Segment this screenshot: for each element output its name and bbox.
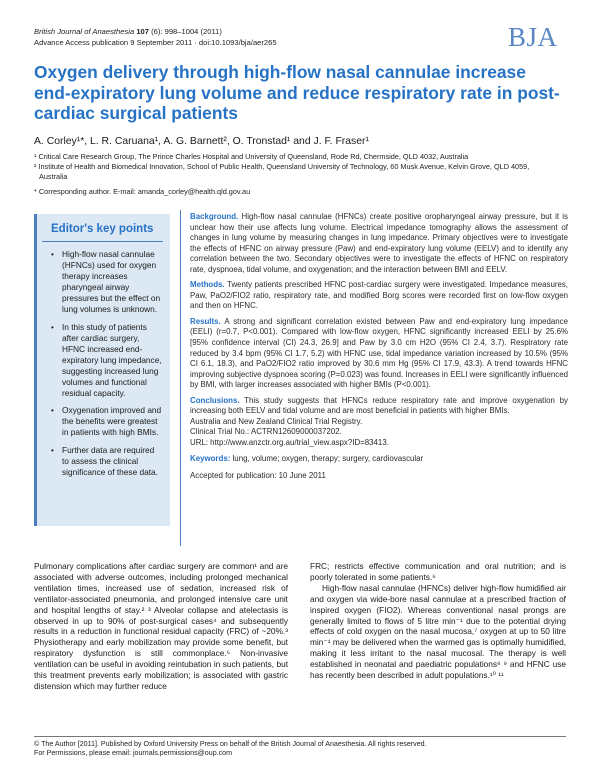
journal-issue-pages: (6): 998–1004 (2011) [151,27,222,36]
abstract-methods-label: Methods. [190,280,225,290]
bullet-icon: • [51,406,54,416]
trial-number: Clinical Trial No.: ACTRN12609000037202. [190,427,342,437]
journal-citation [34,27,434,37]
affiliation-1: ¹ Critical Care Research Group, The Prince Charles Hospital and University of Queensland, Rode Rd, Chermside, QLD 4032, Australia [34,152,469,161]
abstract-background [190,212,568,275]
bullet-icon: • [51,445,54,455]
article-title: Oxygen delivery through high-flow nasal cannulae increase end-expiratory lung volume and reduce respiratory rate in post-cardiac surgical patients [34,62,560,123]
abstract-results-label: Results. [190,316,221,326]
abstract-background-text: High-flow nasal cannulae (HFNCs) create positive oropharyngeal airway pressure, but it is unclear how their use affects lung volume. Electrical impedance tomography allows the assessment of changes in lung volume by measuring changes in lung impedance. Primary objectives were to investigate the effects of HFNC on airway pressure (Paw) and end-expiratory lung volume (EELV) and to identify any correlation between the two. Secondary objectives were to investigate the effects of HFNC on respiratory rate, dyspnoea, tidal volume, and oxygenation; and the interaction between BMI and EELV. [190,212,568,274]
key-point-text: High-flow nasal cannulae (HFNCs) used for oxygen therapy increases pharyngeal airway pressures but the effect on lung volumes is unknown. [62,249,161,315]
key-point-text: Further data are required to assess the clinical significance of these data. [62,444,158,477]
keywords-label: Keywords: [190,454,231,464]
corresponding-author: * Corresponding author. E-mail: amanda_corley@health.qld.gov.au [34,187,251,196]
trial-url[interactable]: URL: http://www.anzctr.org.au/trial_view.aspx?ID=83413. [190,437,389,447]
key-points-title: Editor's key points [51,223,154,235]
journal-name: British Journal of Anaesthesia [34,27,135,36]
abstract-conclusions [190,396,568,417]
body-paragraph: Pulmonary complications after cardiac surgery are common¹ and are associated with adverse outcomes, including prolonged mechanical ventilation times, increased use of sedation, increased risk of ventilator-associated pneumonia, and prolonged intensive care unit and hospital lengths of stay.² ³ Alveolar collapse and atelectasis is observed in up to 90% of post-surgical cases⁴ and subsequently results in a reduction in functional residual capacity (FRC) of ~20%.³ Physiotherapy and early mobilization may provide some benefit, but respiratory dysfunction is still commonplace.⁵ Non-invasive ventilation can be useful in avoiding reintubation in such patients, but this treatment prevents early mobilization; is associated with gastric distension which may further reduce [34,561,288,691]
abstract-conclusions-label: Conclusions. [190,395,240,405]
footer [34,740,566,759]
key-point-item [51,249,163,316]
abstract-results-text: A strong and significant correlation existed between Paw and end-expiratory lung impedance (EELI) (r=0.7, P<0.001). Compared with low-flow oxygen, HFNC significantly increased EELI by 25.6% [95% confidence interval (CI) 24.3, 26.9] and Paw by 3.0 cm H2O (95% CI 2.4, 3.7). Respiratory rate reduced by 3.4 bpm (95% CI 1.7, 5.2) with HFNC use, tidal impedance variation increased by 10.5% (95% CI 6.1, 18.3), and PaO2/FIO2 ratio improved by 30.6 mm Hg (95% CI 17.9, 43.3). A trend towards HFNC improving subjective dyspnoea scoring (P=0.023) was found. Increases in EELI were significantly influenced by BMI, with larger increases associated with higher BMIs (P<0.001). [190,316,568,390]
abstract-results [190,317,568,391]
footer-rule [34,736,566,737]
affiliations [34,152,534,182]
body-paragraph: High-flow nasal cannulae (HFNCs) deliver high-flow humidified air and oxygen via wide-bore nasal cannulae at a prescribed fraction of inspired oxygen (FIO2). Whereas conventional nasal prongs are generally limited to flows of 5 litre min⁻¹ due to the potential drying effects of cold oxygen on the nasal mucosa,⁷ oxygen at up to 50 litre min⁻¹ may be delivered when the warmed gas is optimally humidified, making it less irritant to the nasal mucosal. The therapy is well established in neonatal and paediatric populations⁸ ⁹ and HFNC use has recently been described in adult populations.¹⁰ ¹¹ [310,582,566,681]
permissions-line[interactable]: For Permissions, please email: journals.permissions@oup.com [34,749,233,758]
advance-access-line: Advance Access publication 9 September 2011 · doi:10.1093/bja/aer265 [34,38,277,47]
key-points-box [34,214,170,526]
key-point-item [51,445,163,478]
key-point-item [51,322,163,400]
abstract-left-rule [180,210,181,546]
bullet-icon: • [51,250,54,259]
accepted-date: Accepted for publication: 10 June 2011 [190,471,326,481]
key-points-list [51,249,163,478]
key-point-text: In this study of patients after cardiac surgery, HFNC increased end-expiratory lung impedance, suggesting increased lung volumes and functional residual capacity. [62,321,162,399]
abstract-conclusions-text: This study suggests that HFNCs reduce respiratory rate and improve oxygenation by increasing both EELV and tidal volume and are most beneficial in patients with higher BMIs. [190,395,568,416]
affiliation-2: ² Institute of Health and Biomedical Innovation, School of Public Health, Queensland University of Technology, 60 Musk Avenue, Kelvin Grove, QLD 4059, Australia [34,162,530,181]
copyright-line: © The Author [2011]. Published by Oxford University Press on behalf of the British Journal of Anaesthesia. All rights reserved. [34,740,427,748]
abstract-methods-text: Twenty patients prescribed HFNC post-cardiac surgery were investigated. Impedance measures, Paw, PaO2/FIO2 ratio, respiratory rate, and modified Borg scores were recorded first on low-flow oxygen and then on HFNC. [190,280,568,311]
abstract-background-label: Background. [190,212,239,221]
bullet-icon: • [51,322,54,332]
body-right-column [310,561,566,681]
abstract-methods [190,280,568,312]
bja-logo: BJA [508,22,558,52]
keywords-line [190,454,568,465]
trial-registry: Australia and New Zealand Clinical Trial Registry. [190,416,363,426]
author-list: A. Corley¹*, L. R. Caruana¹, A. G. Barnett², O. Tronstad¹ and J. F. Fraser¹ [34,136,369,147]
body-paragraph: FRC; restricts effective communication and oral nutrition; and is poorly tolerated in some patients.⁶ [310,561,566,582]
body-left-column [34,561,288,692]
key-points-divider [42,241,163,242]
journal-volume: 107 [136,27,149,36]
abstract [190,212,568,482]
key-point-item [51,405,163,438]
keywords-text: lung, volume; oxygen, therapy; surgery, cardiovascular [232,454,424,464]
key-point-text: Oxygenation improved and the benefits were greatest in patients with high BMIs. [62,405,162,438]
